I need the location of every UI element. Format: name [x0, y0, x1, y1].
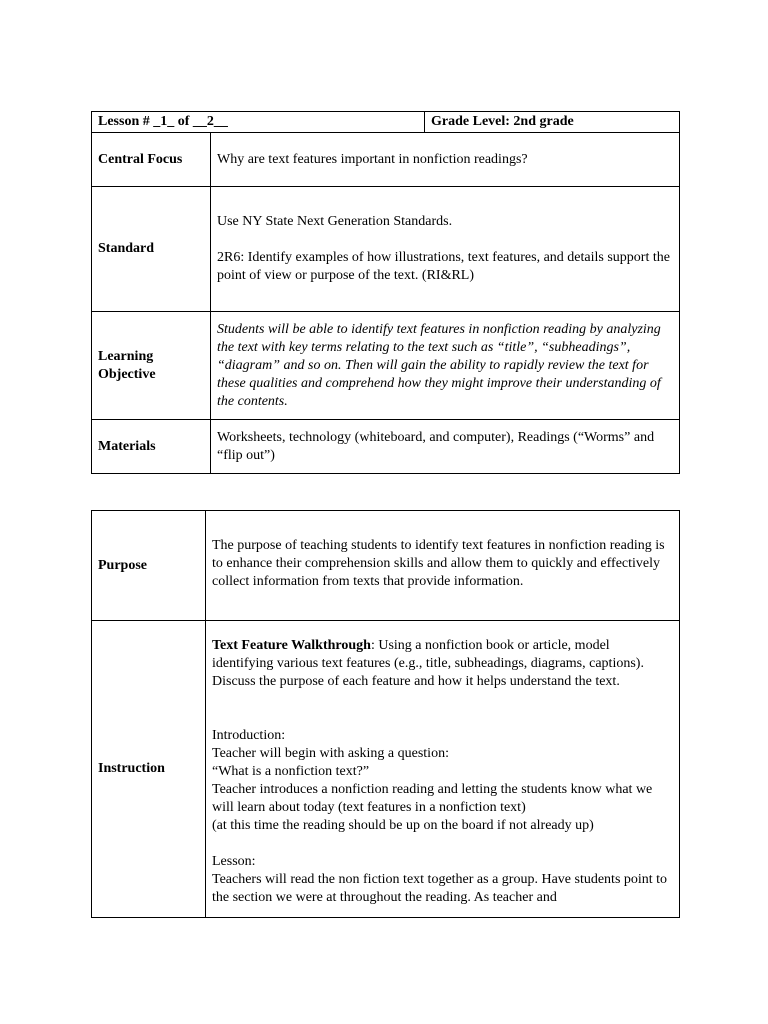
lesson-number: Lesson # _1_ of __2__ [98, 114, 228, 129]
grade-level-cell [425, 112, 680, 133]
walkthrough-title: Text Feature Walkthrough [212, 638, 371, 653]
purpose-paragraph: The purpose of teaching students to identify text features in nonfiction reading is to enhance their comprehension skills and allow them to quickly and effectively collect information from texts that provide information. [212, 538, 665, 589]
instruction-label: Instruction [92, 621, 206, 918]
lesson-number-cell [92, 112, 425, 133]
standard-label: Standard [92, 187, 211, 312]
lesson-heading: Lesson: [212, 854, 256, 869]
walkthrough-paragraph [212, 637, 673, 691]
instruction-cell [206, 621, 680, 918]
intro-line-3: Teacher introduces a nonfiction reading and letting the students know what we will learn about today (text features in a nonfiction text) [212, 782, 653, 815]
walkthrough-text: : Using a nonfiction book or article, model identifying various text features (e.g., title, subheadings, diagrams, captions). Discuss the purpose of each feature and how it helps understand the text. [212, 638, 644, 689]
intro-line-2: “What is a nonfiction text?” [212, 764, 370, 779]
grade-level: Grade Level: 2nd grade [431, 114, 574, 129]
learning-objective-label-line1: Learning [98, 348, 154, 364]
lesson-plan-table [91, 510, 680, 918]
learning-objective-text: Students will be able to identify text features in nonfiction reading by analyzing the text with key terms relating to the text such as “title”, “subheadings”, “diagram” and so on. Then will gain the ability to rapidly review the text for these qualities and comprehend how they might improve their understanding of the contents. [211, 312, 680, 420]
learning-objective-label-line2: Objective [98, 366, 156, 382]
central-focus-text: Why are text features important in nonfiction readings? [211, 133, 680, 187]
materials-label: Materials [92, 420, 211, 474]
intro-line-1: Teacher will begin with asking a question: [212, 746, 449, 761]
standard-cell [211, 187, 680, 312]
intro-heading: Introduction: [212, 728, 286, 743]
learning-objective-label [92, 312, 211, 420]
standard-code: 2R6: Identify examples of how illustrations, text features, and details support the point of view or purpose of the text. (RI&RL) [217, 250, 670, 283]
purpose-text [206, 511, 680, 621]
central-focus-label: Central Focus [92, 133, 211, 187]
materials-text: Worksheets, technology (whiteboard, and computer), Readings (“Worms” and “flip out”) [211, 420, 680, 474]
lesson-text: Teachers will read the non fiction text together as a group. Have students point to the section we were at throughout the reading. As teacher and [212, 872, 668, 905]
standard-intro: Use NY State Next Generation Standards. [217, 214, 453, 229]
purpose-label: Purpose [92, 511, 206, 621]
lesson-overview-table [91, 111, 680, 474]
intro-line-4: (at this time the reading should be up on the board if not already up) [212, 818, 594, 833]
